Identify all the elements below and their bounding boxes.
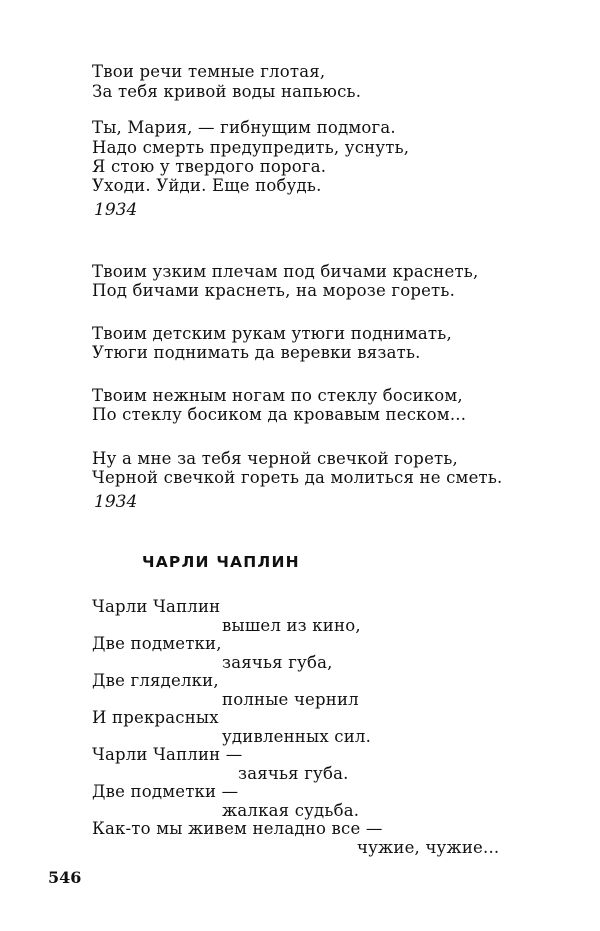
poem-line: жалкая судьба. [222, 801, 360, 820]
poem-line: Твои речи темные глотая, [92, 62, 326, 81]
page-number: 546 [48, 868, 82, 887]
poem-line: Твоим узким плечам под бичами краснеть, [92, 262, 479, 281]
poem-line: Чарли Чаплин — [92, 745, 243, 764]
poem-line: Чарли Чаплин [92, 597, 221, 616]
poem-line: И прекрасных [92, 708, 219, 727]
poem-line: Надо смерть предупредить, уснуть, [92, 138, 410, 157]
poem-year: 1934 [94, 200, 138, 220]
poem-line: За тебя кривой воды напьюсь. [92, 82, 362, 101]
poem-line: Две гляделки, [92, 671, 219, 690]
poem-line: Уходи. Уйди. Еще побудь. [92, 176, 322, 195]
poem-line: Я стою у твердого порога. [92, 157, 327, 176]
poem-line: чужие, чужие... [357, 838, 500, 857]
poem-line: Две подметки, [92, 634, 222, 653]
poem-line: Твоим детским рукам утюги поднимать, [92, 324, 452, 343]
poem-line: Ну а мне за тебя черной свечкой гореть, [92, 449, 458, 468]
poem-line: Утюги поднимать да веревки вязать. [92, 343, 421, 362]
poem-line: заячья губа, [222, 653, 333, 672]
poem-line: Как-то мы живем неладно все — [92, 819, 383, 838]
poem-line: Черной свечкой гореть да молиться не сметь. [92, 468, 503, 487]
poem-title: ЧАРЛИ ЧАПЛИН [142, 553, 300, 571]
poem-year: 1934 [94, 492, 138, 512]
poem-line: заячья губа. [238, 764, 349, 783]
poem-line: Твоим нежным ногам по стеклу босиком, [92, 386, 463, 405]
poem-line: По стеклу босиком да кровавым песком... [92, 405, 467, 424]
poem-line: Две подметки — [92, 782, 239, 801]
poem-line: Под бичами краснеть, на морозе гореть. [92, 281, 456, 300]
poem-line: удивленных сил. [222, 727, 372, 746]
poem-line: Ты, Мария, — гибнущим подмога. [92, 118, 396, 137]
poem-line: полные чернил [222, 690, 359, 709]
poem-line: вышел из кино, [222, 616, 361, 635]
